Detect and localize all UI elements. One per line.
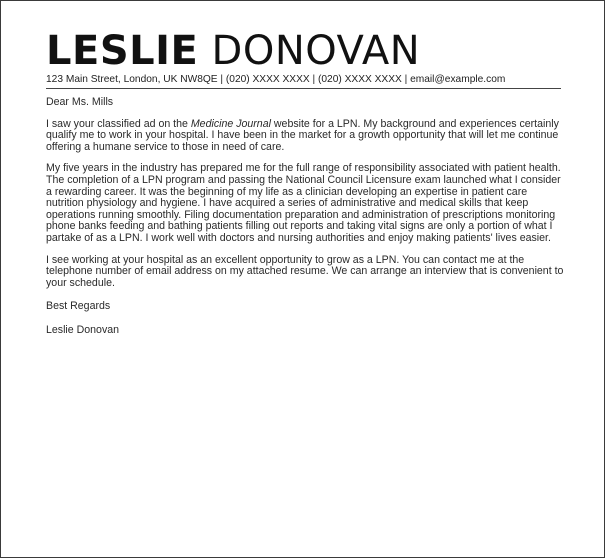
- last-name: DONOVAN: [211, 28, 421, 74]
- paragraph-1-start: I saw your classified ad on the: [46, 117, 191, 130]
- closing: Best Regards: [46, 300, 111, 313]
- paragraph-2: My five years in the industry has prepared me for the full range of responsibility associated with patient health. The completion of a LPN program and passing the National Council Licensure exam launched what I consider a rewarding career. It was the beginning of my life as a clinician developing an expertise in patient care nutrition physiology and hygiene. I have acquired a series of administrative and medical skills that keep operations running smoothly. Filing documentation preparation and administration of prescriptions monitoring phone banks feeding and bathing patients filling out reports and taking vital signs are only a portion of what I partake of as a LPN. I work well with doctors and nursing authorities and enjoy making patients' lives easier.: [46, 162, 561, 244]
- paragraph-1-end: website for a LPN. My background and experiences certainly qualify me to work in your hospital. I have been in the market for a growth opportunity that will let me continue offering a humane service to those in need of care.: [46, 117, 559, 153]
- paragraph-3: I see working at your hospital as an excellent opportunity to grow as a LPN. You can contact me at the telephone number of email address on my attached resume. We can arrange an interview that is convenient to your schedule.: [46, 253, 564, 289]
- salutation: Dear Ms. Mills: [46, 96, 114, 108]
- letter-content: [46, 28, 566, 337]
- header-divider: [46, 88, 561, 89]
- paragraph-1: [46, 119, 566, 154]
- first-name: LESLIE: [46, 28, 199, 74]
- signature: Leslie Donovan: [46, 323, 120, 336]
- applicant-name: [46, 28, 566, 74]
- contact-line: 123 Main Street, London, UK NW8QE | (020) XXXX XXXX | (020) XXXX XXXX | email@example.com: [46, 74, 506, 85]
- publication-name: Medicine Journal: [190, 117, 271, 130]
